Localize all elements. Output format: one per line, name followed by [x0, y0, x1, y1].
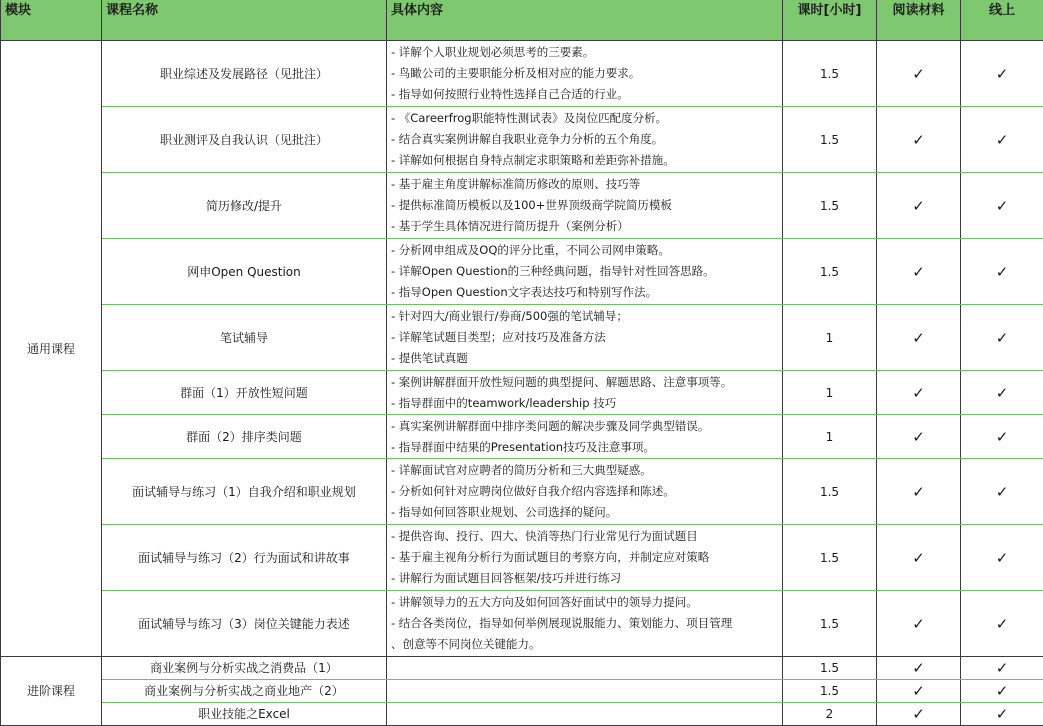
- course-detail: [387, 459, 783, 525]
- reading-check-icon: ✓: [877, 459, 961, 525]
- course-name: 职业技能之Excel: [102, 703, 387, 726]
- online-check-icon: ✓: [961, 657, 1043, 680]
- course-detail: [387, 107, 783, 173]
- course-hours: 1.5: [783, 107, 877, 173]
- course-name: 群面（1）开放性短问题: [102, 371, 387, 415]
- detail-line: - 基于学生具体情况进行简历提升（案例分析）: [391, 216, 779, 237]
- detail-line: - 《Careerfrog职能特性测试表》及岗位匹配度分析。: [391, 108, 779, 129]
- course-detail: [387, 680, 783, 703]
- course-hours: 1.5: [783, 591, 877, 657]
- reading-check-icon: ✓: [877, 657, 961, 680]
- detail-line: - 指导群面中的teamwork/leadership 技巧: [391, 393, 779, 414]
- course-row: [1, 657, 1043, 680]
- online-check-icon: ✓: [961, 239, 1043, 305]
- course-row: [1, 107, 1043, 173]
- course-detail: [387, 657, 783, 680]
- course-detail: [387, 305, 783, 371]
- course-row: [1, 371, 1043, 415]
- reading-check-icon: ✓: [877, 173, 961, 239]
- course-row: [1, 305, 1043, 371]
- reading-check-icon: ✓: [877, 703, 961, 726]
- course-hours: 2: [783, 703, 877, 726]
- course-hours: 1: [783, 305, 877, 371]
- header-row: [1, 0, 1043, 41]
- online-check-icon: ✓: [961, 525, 1043, 591]
- online-check-icon: ✓: [961, 41, 1043, 107]
- detail-line: - 讲解行为面试题目回答框架/技巧并进行练习: [391, 568, 779, 589]
- detail-line: - 详解面试官对应聘者的简历分析和三大典型疑惑。: [391, 460, 779, 481]
- course-name: 面试辅导与练习（3）岗位关键能力表述: [102, 591, 387, 657]
- course-row: [1, 239, 1043, 305]
- course-hours: 1.5: [783, 657, 877, 680]
- course-name: 群面（2）排序类问题: [102, 415, 387, 459]
- course-name: 职业测评及自我认识（见批注）: [102, 107, 387, 173]
- course-row: [1, 703, 1043, 726]
- online-check-icon: ✓: [961, 703, 1043, 726]
- online-check-icon: ✓: [961, 459, 1043, 525]
- course-name: 商业案例与分析实战之消费品（1）: [102, 657, 387, 680]
- detail-line: - 讲解领导力的五大方向及如何回答好面试中的领导力提问。: [391, 592, 779, 613]
- course-row: [1, 591, 1043, 657]
- header-content: 具体内容: [387, 0, 783, 41]
- module-general: 通用课程: [1, 41, 102, 657]
- header-online: 线上: [961, 0, 1043, 41]
- online-check-icon: ✓: [961, 371, 1043, 415]
- detail-line: - 分析网申组成及OQ的评分比重，不同公司网申策略。: [391, 240, 779, 261]
- detail-line: - 指导如何按照行业特性选择自己合适的行业。: [391, 84, 779, 105]
- online-check-icon: ✓: [961, 680, 1043, 703]
- course-name: 笔试辅导: [102, 305, 387, 371]
- detail-line: - 结合各类岗位，指导如何举例展现说服能力、策划能力、项目管理: [391, 613, 779, 634]
- course-name: 简历修改/提升: [102, 173, 387, 239]
- course-detail: [387, 173, 783, 239]
- detail-line: - 提供笔试真题: [391, 348, 779, 369]
- reading-check-icon: ✓: [877, 415, 961, 459]
- detail-line: - 鸟瞰公司的主要职能分析及相对应的能力要求。: [391, 63, 779, 84]
- online-check-icon: ✓: [961, 591, 1043, 657]
- course-row: [1, 41, 1043, 107]
- course-row: [1, 525, 1043, 591]
- reading-check-icon: ✓: [877, 525, 961, 591]
- detail-line: - 针对四大/商业银行/券商/500强的笔试辅导；: [391, 306, 779, 327]
- detail-line: - 基于雇主视角分析行为面试题目的考察方向，并制定应对策略: [391, 547, 779, 568]
- course-name: 商业案例与分析实战之商业地产（2）: [102, 680, 387, 703]
- course-row: [1, 415, 1043, 459]
- reading-check-icon: ✓: [877, 107, 961, 173]
- course-name: 职业综述及发展路径（见批注）: [102, 41, 387, 107]
- course-detail: [387, 415, 783, 459]
- detail-line: - 指导如何回答职业规划、公司选择的疑问。: [391, 502, 779, 523]
- detail-line: - 指导群面中结果的Presentation技巧及注意事项。: [391, 437, 779, 458]
- course-row: [1, 459, 1043, 525]
- detail-line: - 基于雇主角度讲解标准简历修改的原则、技巧等: [391, 174, 779, 195]
- course-name: 面试辅导与练习（2）行为面试和讲故事: [102, 525, 387, 591]
- online-check-icon: ✓: [961, 305, 1043, 371]
- reading-check-icon: ✓: [877, 41, 961, 107]
- detail-line: 、创意等不同岗位关键能力。: [391, 634, 779, 655]
- online-check-icon: ✓: [961, 107, 1043, 173]
- detail-line: - 结合真实案例讲解自我职业竞争力分析的五个角度。: [391, 129, 779, 150]
- detail-line: - 详解Open Question的三种经典问题，指导针对性回答思路。: [391, 261, 779, 282]
- header-course: 课程名称: [102, 0, 387, 41]
- reading-check-icon: ✓: [877, 239, 961, 305]
- course-hours: 1: [783, 371, 877, 415]
- course-detail: [387, 371, 783, 415]
- course-hours: 1.5: [783, 239, 877, 305]
- reading-check-icon: ✓: [877, 305, 961, 371]
- course-row: [1, 680, 1043, 703]
- course-row: [1, 173, 1043, 239]
- course-hours: 1.5: [783, 41, 877, 107]
- detail-line: - 详解如何根据自身特点制定求职策略和差距弥补措施。: [391, 150, 779, 171]
- course-hours: 1.5: [783, 680, 877, 703]
- detail-line: - 提供咨询、投行、四大、快消等热门行业常见行为面试题目: [391, 526, 779, 547]
- online-check-icon: ✓: [961, 173, 1043, 239]
- course-name: 网申Open Question: [102, 239, 387, 305]
- module-advanced: 进阶课程: [1, 657, 102, 726]
- detail-line: - 详解笔试题目类型；应对技巧及准备方法: [391, 327, 779, 348]
- detail-line: - 真实案例讲解群面中排序类问题的解决步骤及同学典型错误。: [391, 416, 779, 437]
- detail-line: - 详解个人职业规划必须思考的三要素。: [391, 42, 779, 63]
- header-module: 模块: [1, 0, 102, 41]
- course-hours: 1.5: [783, 459, 877, 525]
- header-hours: 课时[小时]: [783, 0, 877, 41]
- course-detail: [387, 41, 783, 107]
- detail-line: - 提供标准简历模板以及100+世界顶级商学院简历模板: [391, 195, 779, 216]
- reading-check-icon: ✓: [877, 371, 961, 415]
- reading-check-icon: ✓: [877, 680, 961, 703]
- course-detail: [387, 525, 783, 591]
- detail-line: - 案例讲解群面开放性短问题的典型提问、解题思路、注意事项等。: [391, 372, 779, 393]
- course-detail: [387, 239, 783, 305]
- course-hours: 1.5: [783, 173, 877, 239]
- course-detail: [387, 703, 783, 726]
- reading-check-icon: ✓: [877, 591, 961, 657]
- online-check-icon: ✓: [961, 415, 1043, 459]
- detail-line: - 分析如何针对应聘岗位做好自我介绍内容选择和陈述。: [391, 481, 779, 502]
- course-name: 面试辅导与练习（1）自我介绍和职业规划: [102, 459, 387, 525]
- course-hours: 1.5: [783, 525, 877, 591]
- course-detail: [387, 591, 783, 657]
- header-reading: 阅读材料: [877, 0, 961, 41]
- detail-line: - 指导Open Question文字表达技巧和特别写作法。: [391, 282, 779, 303]
- course-hours: 1: [783, 415, 877, 459]
